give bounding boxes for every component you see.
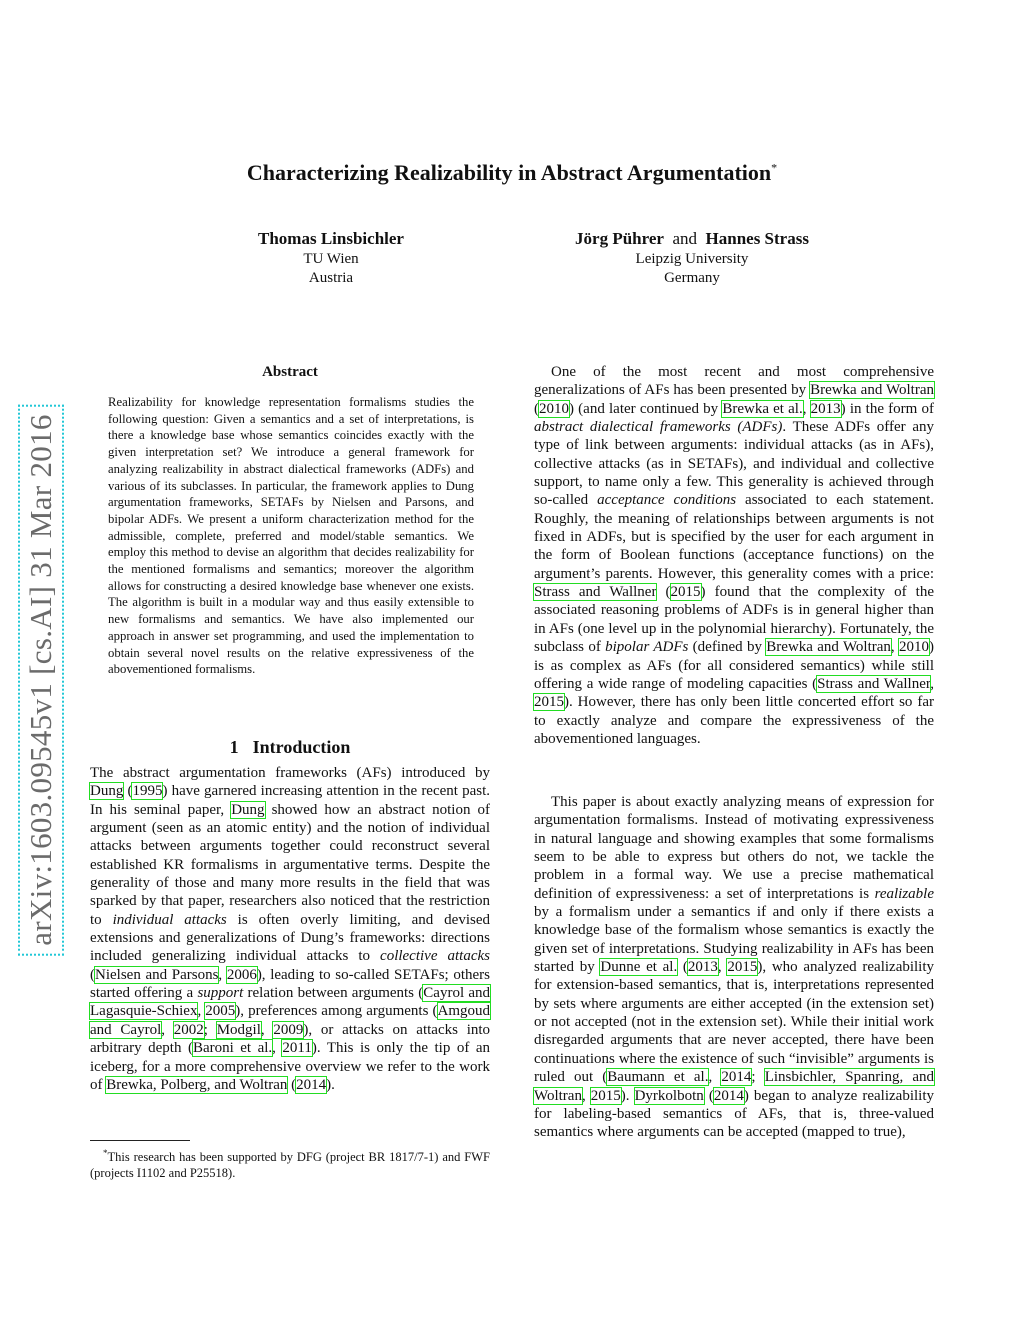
citation-link[interactable]: 2015 bbox=[727, 959, 758, 976]
author-block-right bbox=[530, 228, 854, 288]
citation-link[interactable]: Dyrkolbotn bbox=[634, 1087, 704, 1104]
abstract-text: Realizability for knowledge representation formalisms studies the following question: Given a semantics and a set of interpretations, is there a knowledge base whose semantics coincides exactly with the given interpretation set? We introduce a general framework for analyzing realizability in abstract dialectical frameworks (ADFs) and various of its subclasses. In particular, the framework applies to Dung argumentation frameworks, SETAFs by Nielsen and Parsons, and bipolar ADFs. We present a uniform characterization method for the admissible, complete, preferred and model/stable semantics. We employ this method to devise an algorithm that decides realizability for the mentioned formalisms and semantics; moreover the algorithm allows for constructing a desired knowledge base whenever one exists. The algorithm is built in a modular way and thus easily extensible to new formalisms and semantics. We have also implemented our approach in answer set programming, and used the implementation to obtain several novel results on the relative expressiveness of the abovementioned formalisms. bbox=[108, 395, 474, 677]
citation-link[interactable]: 2009 bbox=[273, 1021, 304, 1038]
citation-link[interactable]: 2014 bbox=[721, 1069, 752, 1086]
author-name-2: Hannes Strass bbox=[705, 229, 809, 248]
citation-link[interactable]: Nielsen and Parsons bbox=[95, 966, 219, 983]
citation-link[interactable]: Modgil bbox=[216, 1021, 261, 1038]
author-block-left bbox=[196, 228, 466, 288]
intro-paragraph: The abstract argumentation frameworks (AFs) introduced by Dung (1995) have garnered increasing attention in the recent past. In his seminal paper, Dung showed how an abstract notion of argument (seen as an atomic entity) and the notion of individual attacks between arguments together could reconstruct several established KR formalisms in argumentative terms. Despite the generality of those and many more results in the field that was sparked by that paper, researchers also noticed that the restriction to individual attacks is often overly limiting, and devised extensions and generalizations of Dung’s frameworks: directions included generalizing individual attacks to collective attacks (Nielsen and Parsons, 2006), leading to so-called SETAFs; others started offering a support relation between arguments (Cayrol and Lagasquie-Schiex, 2005), preferences among arguments (Amgoud and Cayrol, 2002; Modgil, 2009), or attacks on attacks into arbitrary depth (Baroni et al., 2011). This is only the tip of an iceberg, for a more comprehensive overview we refer to the work of Brewka, Polberg, and Woltran (2014). bbox=[90, 765, 491, 1093]
citation-link[interactable]: 1995 bbox=[132, 783, 163, 800]
footnote-marker: * bbox=[103, 1148, 108, 1158]
citation-link[interactable]: 2015 bbox=[670, 584, 701, 601]
author-names bbox=[530, 228, 854, 250]
paper-title-text: Characterizing Realizability in Abstract Argumentation bbox=[246, 160, 772, 185]
arxiv-identifier: arXiv:1603.09545v1 [cs.AI] 31 Mar 2016 bbox=[18, 404, 64, 955]
citation-link[interactable]: Cayrol and Lagasquie-Schiex bbox=[90, 985, 491, 1020]
author-name: Thomas Linsbichler bbox=[258, 229, 404, 248]
footnote-divider bbox=[90, 1140, 190, 1141]
footnote bbox=[90, 1145, 490, 1181]
section-number: 1 bbox=[229, 737, 239, 757]
citation-link[interactable]: 2013 bbox=[687, 959, 718, 976]
citation-link[interactable]: Dung bbox=[90, 783, 124, 800]
title-footnote-marker[interactable]: * bbox=[771, 160, 778, 175]
citation-link[interactable]: Strass and Wallner bbox=[817, 675, 931, 692]
citation-link[interactable]: 2005 bbox=[205, 1003, 236, 1020]
citation-link[interactable]: Brewka and Woltran bbox=[766, 639, 891, 656]
footnote-text: This research has been supported by DFG (project BR 1817/7-1) and FWF (projects I1102 and P25518). bbox=[90, 1150, 490, 1181]
citation-link[interactable]: 2006 bbox=[226, 966, 257, 983]
section-title: Introduction bbox=[252, 737, 351, 757]
citation-link[interactable]: 2014 bbox=[296, 1076, 327, 1093]
citation-link[interactable]: 2011 bbox=[282, 1040, 312, 1057]
citation-link[interactable]: Baumann et al. bbox=[607, 1069, 709, 1086]
author-conjunction: and bbox=[672, 229, 698, 248]
body-paragraph: One of the most recent and most comprehensive generalizations of AFs has been presented by Brewka and Woltran (2010) (and later continued by Brewka et al., 2013) in the form of abstract dialectical frameworks (ADFs). These ADFs offer any type of link between arguments: individual attacks (as in AFs), collective attacks (as in SETAFs), and individual and collective support, to name only a few. This generality is achieved through so-called acceptance conditions associated to each statement. Roughly, the meaning of relationships between arguments is not fixed in ADFs, but is specified by the user for each argument in the form of Boolean functions (acceptance functions) on the argument’s parents. However, this generality comes with a price: Strass and Wallner (2015) found that the complexity of the associated reasoning problems of ADFs is in general higher than in AFs (one level up in the polynomial hierarchy). Fortunately, the subclass of bipolar ADFs (defined by Brewka and Woltran, 2010) is as complex as AFs (for all considered semantics) while still offering a wide range of modeling capacities (Strass and Wallner, 2015). However, there has only been little concerted effort so far to exactly analyze and compare the expressiveness of the abovementioned languages. bbox=[534, 364, 935, 747]
section-heading bbox=[90, 737, 490, 758]
author-name-1: Jörg Pührer bbox=[575, 229, 664, 248]
paper-title bbox=[0, 160, 1024, 186]
citation-link[interactable]: Amgoud and Cayrol bbox=[90, 1003, 490, 1038]
citation-link[interactable]: 2015 bbox=[534, 694, 564, 711]
citation-link[interactable]: Dung bbox=[231, 801, 265, 818]
citation-link[interactable]: Baroni et al. bbox=[192, 1040, 273, 1057]
abstract-heading: Abstract bbox=[262, 364, 318, 380]
citation-link[interactable]: Strass and Wallner bbox=[534, 584, 657, 601]
citation-link[interactable]: 2010 bbox=[899, 639, 929, 656]
citation-link[interactable]: Brewka and Woltran bbox=[810, 382, 934, 399]
author-country: Austria bbox=[308, 270, 354, 286]
citation-link[interactable]: 2010 bbox=[539, 400, 569, 417]
citation-link[interactable]: 2014 bbox=[713, 1087, 744, 1104]
citation-link[interactable]: Brewka et al. bbox=[722, 400, 803, 417]
citation-link[interactable]: 2002 bbox=[173, 1021, 204, 1038]
citation-link[interactable]: 2015 bbox=[590, 1087, 621, 1104]
citation-link[interactable]: Dunne et al. bbox=[600, 959, 678, 976]
author-affiliation: TU Wien bbox=[303, 251, 359, 267]
citation-link[interactable]: Linsbichler, Spanring, and Woltran bbox=[534, 1069, 935, 1104]
citation-link[interactable]: Brewka, Polberg, and Woltran bbox=[106, 1076, 288, 1093]
author-affiliation: Leipzig University bbox=[635, 251, 749, 267]
author-country: Germany bbox=[664, 270, 720, 286]
body-paragraph: This paper is about exactly analyzing means of expression for argumentation formalisms. Instead of motivating expressiveness in natural language and showing examples that some formalisms seem to be able to express but others do not, we tackle the problem in a formal way. We use a precise mathematical definition of expressiveness: a set of interpretations is realizable by a formalism under a semantics if and only if there exists a knowledge base of the formalism whose semantics is exactly the given set of interpretations. Studying realizability in AFs has been started by Dunne et al. (2013, 2015), who analyzed realizability for extension-based semantics, that is, interpretations represented by sets where arguments are either accepted (in the extension set) or not accepted (not in the extension set). While their initial work disregarded arguments that are never accepted, there have been continuations where the existence of such “invisible” arguments is ruled out (Baumann et al., 2014; Linsbichler, Spanring, and Woltran, 2015). Dyrkolbotn (2014) began to analyze realizability for labeling-based semantics of AFs, that is, three-valued semantics where arguments can be accepted (mapped to true), bbox=[534, 794, 935, 1141]
citation-link[interactable]: 2013 bbox=[810, 400, 841, 417]
